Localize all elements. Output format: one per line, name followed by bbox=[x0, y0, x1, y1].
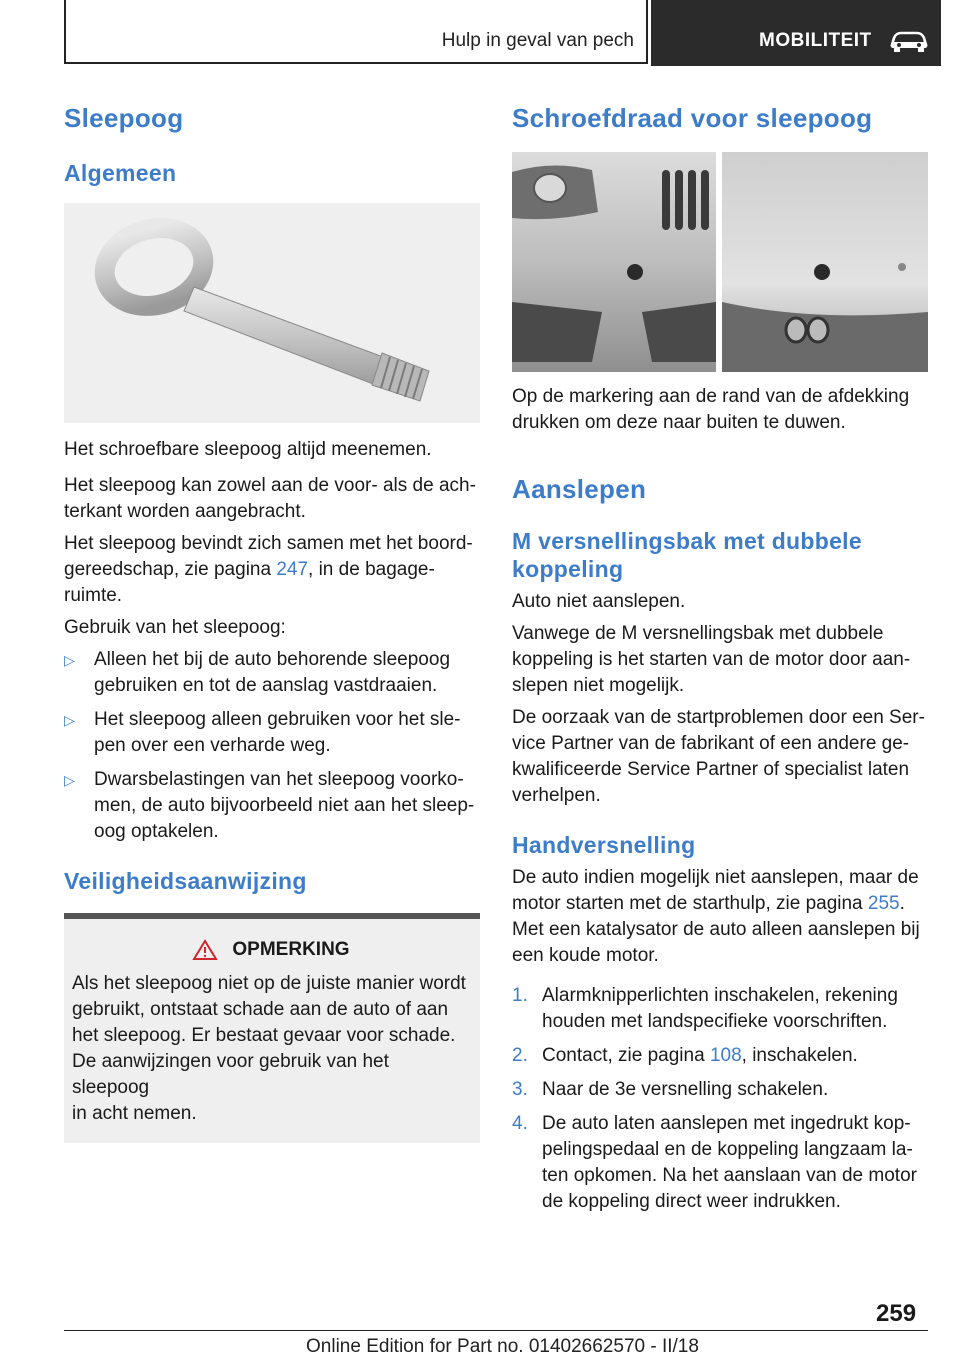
footer-edition: Online Edition for Part no. 01402662570 - II/18 bbox=[306, 1336, 699, 1357]
page-link-255[interactable]: 255 bbox=[867, 893, 900, 914]
notice-box bbox=[64, 913, 480, 1143]
paragraph-manual-gearbox: De auto indien mogelijk niet aanslepen, maar de motor starten met de starthulp, zie pagina 255. Met een katalysator de auto alleen aanslepen bij een koude motor. bbox=[512, 867, 920, 966]
list-item: ▷ Het sleepoog alleen gebruiken voor het sle- pen over een verharde weg. bbox=[64, 709, 461, 756]
page-link-108[interactable]: 108 bbox=[709, 1045, 742, 1066]
paragraph-usage-intro: Gebruik van het sleepoog: bbox=[64, 617, 286, 638]
subsection-title-manual: Handversnelling bbox=[512, 832, 696, 858]
bumper-photos bbox=[512, 152, 928, 372]
tow-eye-illustration bbox=[64, 203, 480, 423]
list-item: 2. Contact, zie pagina 108, inschakelen. bbox=[512, 1045, 858, 1066]
header-chapter-box bbox=[651, 0, 941, 66]
warning-triangle-icon bbox=[192, 939, 218, 961]
section-title-thread: Schroefdraad voor sleepoog bbox=[512, 103, 873, 133]
list-item: ▷ Alleen het bij de auto behorende sleepoog gebruiken en tot de aanslag vastdraaien. bbox=[64, 649, 451, 696]
list-item: ▷ Dwarsbelastingen van het sleepoog voorko- men, de auto bijvoorbeeld niet aan het sleep- oog optakelen. bbox=[64, 769, 475, 842]
subsection-title-algemeen: Algemeen bbox=[64, 160, 177, 186]
paragraph-location: Het sleepoog bevindt zich samen met het boord- gereedschap, zie pagina 247, in de bagage- ruimte. bbox=[64, 533, 473, 606]
list-item: 3. Naar de 3e versnelling schakelen. bbox=[512, 1079, 829, 1100]
section-title-aanslepen: Aanslepen bbox=[512, 474, 647, 504]
front-rear-bumper-photo bbox=[512, 152, 928, 372]
notice-title: OPMERKING bbox=[232, 939, 350, 960]
triangle-bullet-icon: ▷ bbox=[64, 772, 75, 788]
list-item: 4. De auto laten aanslepen met ingedrukt kop- pelingspedaal en de koppeling langzaam la- ten opkomen. Na het aanslaan van de motor de koppeling direct weer indrukken. bbox=[512, 1113, 917, 1212]
paragraph-always-take: Het schroefbare sleepoog altijd meenemen. bbox=[64, 439, 432, 460]
right-column bbox=[512, 100, 928, 1215]
paragraph-no-tow: Auto niet aanslepen. bbox=[512, 591, 686, 612]
section-title-sleepoog: Sleepoog bbox=[64, 103, 184, 133]
paragraph-front-rear: Het sleepoog kan zowel aan de voor- als de ach- terkant worden aangebracht. bbox=[64, 475, 476, 522]
notice-header bbox=[72, 939, 470, 961]
usage-bullet-list bbox=[64, 647, 480, 845]
triangle-bullet-icon: ▷ bbox=[64, 712, 75, 728]
car-icon bbox=[889, 30, 929, 52]
list-item: 1. Alarmknipperlichten inschakelen, rekening houden met landspecifieke voorschriften. bbox=[512, 985, 898, 1032]
footer-divider bbox=[64, 1330, 928, 1331]
subsection-title-m-gearbox: M versnellingsbak met dubbele koppeling bbox=[512, 528, 862, 582]
notice-text: Als het sleepoog niet op de juiste manier wordt gebruikt, ontstaat schade aan de auto of aan het sleepoog. Er bestaat gevaar voor schade. De aanwijzingen voor gebruik van het sleepoog in acht nemen. bbox=[72, 973, 466, 1124]
header-chapter-title: MOBILITEIT bbox=[759, 30, 872, 51]
header-section-box bbox=[64, 0, 648, 64]
page-link-247[interactable]: 247 bbox=[276, 559, 309, 580]
paragraph-service-partner: De oorzaak van de startproblemen door een Ser- vice Partner van de fabrikant of een andere ge- kwalificeerde Service Partner of specialist laten verhelpen. bbox=[512, 707, 925, 806]
tow-steps-list bbox=[512, 983, 928, 1215]
subsection-title-safety: Veiligheidsaanwijzing bbox=[64, 868, 307, 894]
left-column bbox=[64, 100, 480, 1143]
header-section-title: Hulp in geval van pech bbox=[441, 30, 634, 51]
triangle-bullet-icon: ▷ bbox=[64, 652, 75, 668]
paragraph-m-gearbox: Vanwege de M versnellingsbak met dubbele koppeling is het starten van de motor door aan- slepen niet mogelijk. bbox=[512, 623, 911, 696]
page-number: 259 bbox=[876, 1300, 917, 1327]
paragraph-press-marking: Op de markering aan de rand van de afdekking drukken om deze naar buiten te duwen. bbox=[512, 386, 910, 433]
